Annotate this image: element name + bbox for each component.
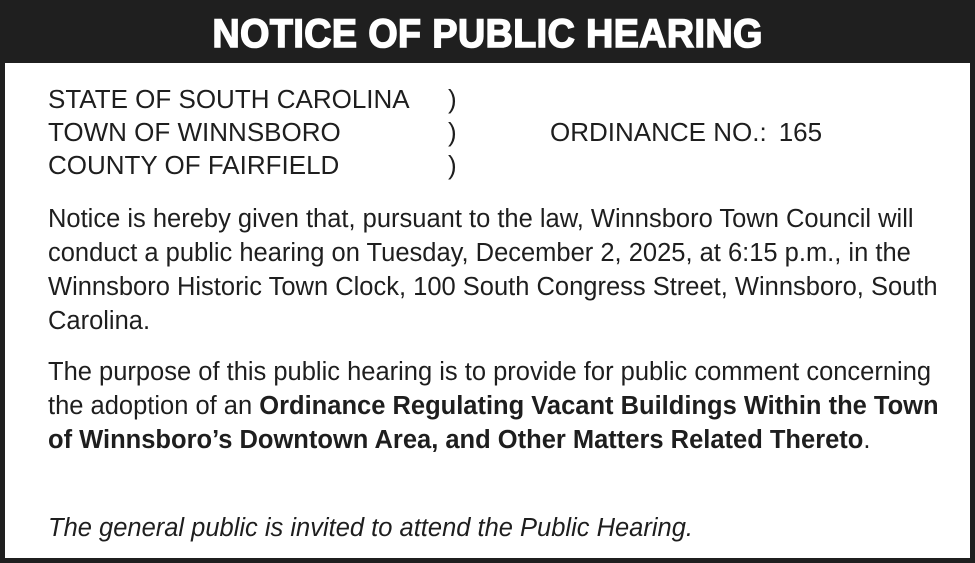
notice-paragraph: Notice is hereby given that, pursuant to the law, Winnsboro Town Council will conduct a public hearing on Tuesday, December 2, 2025, at 6:15 p.m., in the Winnsboro Historic Town Clock, 100 South Congress Street, Winnsboro, South Carolina. [48, 205, 938, 335]
caption-paren: ) [448, 150, 457, 180]
caption-county: COUNTY OF FAIRFIELD [48, 150, 340, 180]
notice-header [5, 5, 970, 63]
caption-town: TOWN OF WINNSBORO [48, 117, 341, 147]
ordinance-number-line [550, 115, 822, 149]
invitation-text: The general public is invited to attend the Public Hearing. [48, 514, 693, 542]
purpose-paragraph [48, 355, 948, 457]
purpose-end: . [863, 426, 871, 454]
caption-paren: ) [448, 117, 457, 147]
ordinance-number: 165 [778, 117, 823, 147]
ordinance-title: Ordinance Regulating Vacant Buildings Within the Town of Winnsboro’s Downtown Area, and Other Matters Related Thereto [48, 392, 939, 454]
ordinance-label: ORDINANCE NO.: [550, 117, 767, 147]
caption-paren: ) [448, 84, 457, 114]
caption-state: STATE OF SOUTH CAROLINA [48, 84, 410, 114]
purpose-lead: The purpose of this public hearing is to provide for public comment concerning the adoption of an [48, 358, 932, 420]
notice-title: NOTICE OF PUBLIC HEARING [212, 12, 763, 56]
